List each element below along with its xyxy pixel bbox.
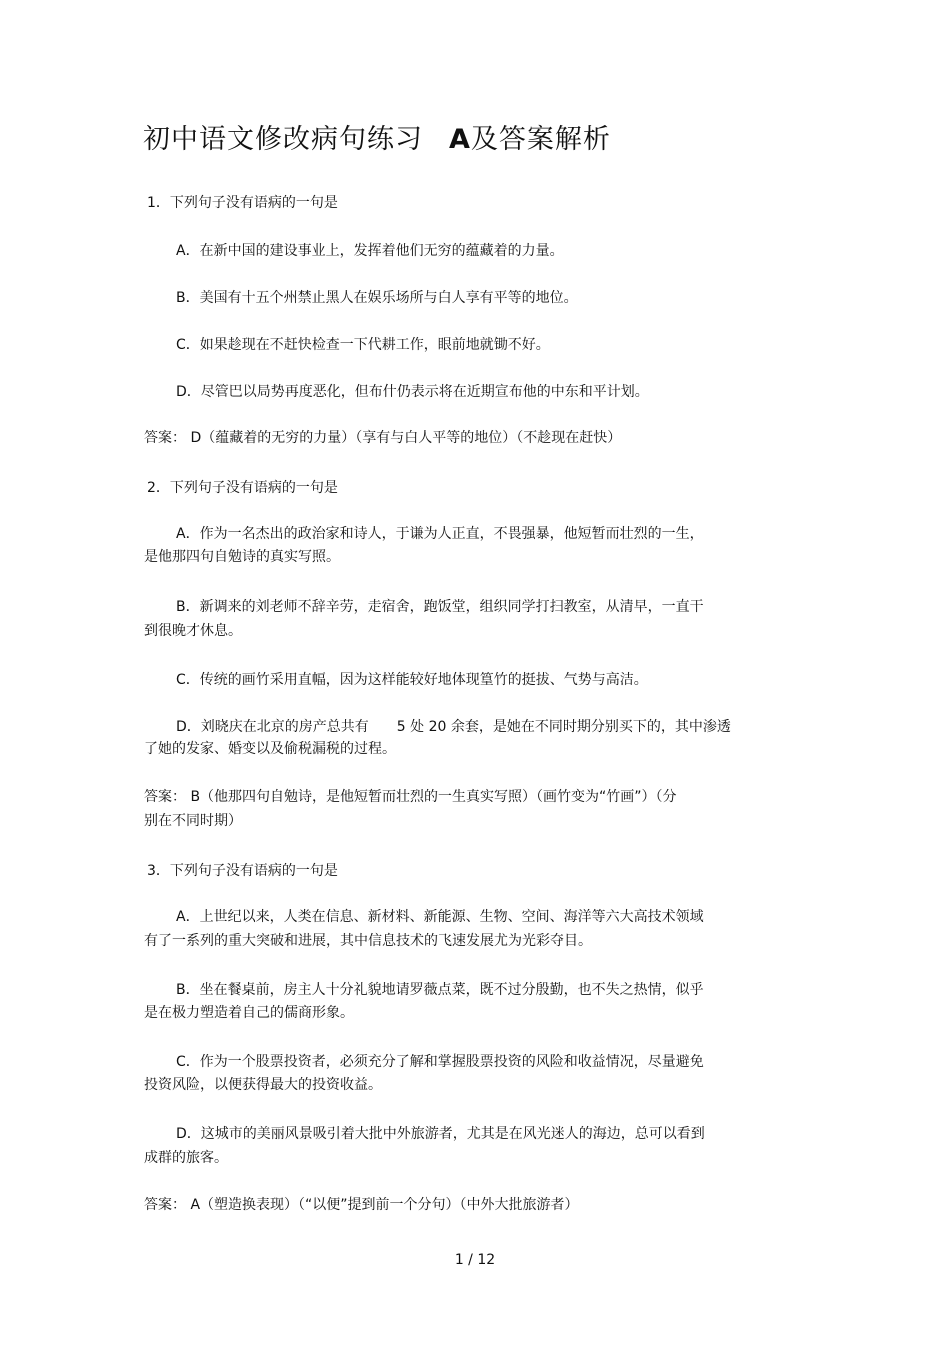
page-number: 1 / 12 bbox=[454, 1252, 496, 1268]
option-text: A．在新中国的建设事业上，发挥着他们无穷的蕴藏着的力量。 bbox=[176, 243, 564, 259]
answer-text: 答案： D（蕴藏着的无穷的力量）（享有与白人平等的地位）（不趁现在赶快） bbox=[144, 430, 622, 446]
option-text: A．上世纪以来，人类在信息、新材料、新能源、生物、空间、海洋等六大高技术领域 bbox=[176, 909, 704, 925]
option-text-continued: 投资风险，以便获得最大的投资收益。 bbox=[144, 1077, 382, 1093]
option-text: B．美国有十五个州禁止黑人在娱乐场所与白人享有平等的地位。 bbox=[176, 290, 578, 306]
option-text: D．刘晓庆在北京的房产总共有 5 处 20 余套，是她在不同时期分别买下的，其中渗透 bbox=[176, 719, 731, 735]
option-text: C．如果趁现在不赶快检查一下代耕工作，眼前地就锄不好。 bbox=[176, 337, 550, 353]
title-suffix: 及答案解析 bbox=[470, 124, 611, 155]
option-text-continued: 有了一系列的重大突破和进展，其中信息技术的飞速发展尤为光彩夺目。 bbox=[144, 933, 592, 949]
option-text-continued: 了她的发家、婚变以及偷税漏税的过程。 bbox=[144, 741, 396, 757]
option-text-continued: 成群的旅客。 bbox=[144, 1150, 228, 1166]
answer-text: 答案： B（他那四句自勉诗，是他短暂而壮烈的一生真实写照）（画竹变为“竹画”）（分 bbox=[144, 789, 677, 805]
option-text: B．新调来的刘老师不辞辛劳，走宿舍，跑饭堂，组织同学打扫教室，从清早，一直干 bbox=[176, 599, 704, 615]
option-text-continued: 是他那四句自勉诗的真实写照。 bbox=[144, 549, 340, 565]
option-text: A．作为一名杰出的政治家和诗人，于谦为人正直，不畏强暴，他短暂而壮烈的一生， bbox=[176, 526, 704, 542]
question-stem: 3．下列句子没有语病的一句是 bbox=[147, 863, 338, 879]
option-text: D．尽管巴以局势再度恶化，但布什仍表示将在近期宣布他的中东和平计划。 bbox=[176, 384, 649, 400]
option-text: C．作为一个股票投资者，必须充分了解和掌握股票投资的风险和收益情况，尽量避免 bbox=[176, 1054, 704, 1070]
option-text-continued: 到很晚才休息。 bbox=[144, 623, 242, 639]
option-text: C．传统的画竹采用直幅，因为这样能较好地体现篁竹的挺拔、气势与高洁。 bbox=[176, 672, 648, 688]
option-text: B．坐在餐桌前，房主人十分礼貌地请罗薇点菜，既不过分殷勤，也不失之热情，似乎 bbox=[176, 982, 704, 998]
question-stem: 1．下列句子没有语病的一句是 bbox=[147, 195, 338, 211]
option-text-continued: 是在极力塑造着自己的儒商形象。 bbox=[144, 1005, 354, 1021]
question-stem: 2．下列句子没有语病的一句是 bbox=[147, 480, 338, 496]
answer-text-continued: 别在不同时期） bbox=[144, 813, 242, 829]
title-letter: A bbox=[449, 124, 471, 155]
answer-text: 答案： A（塑造换表现）（“以便”提到前一个分句）（中外大批旅游者） bbox=[144, 1197, 579, 1213]
title-main: 初中语文修改病句练习 bbox=[143, 124, 423, 155]
option-text: D．这城市的美丽风景吸引着大批中外旅游者，尤其是在风光迷人的海边，总可以看到 bbox=[176, 1126, 705, 1142]
page-title bbox=[143, 120, 611, 160]
